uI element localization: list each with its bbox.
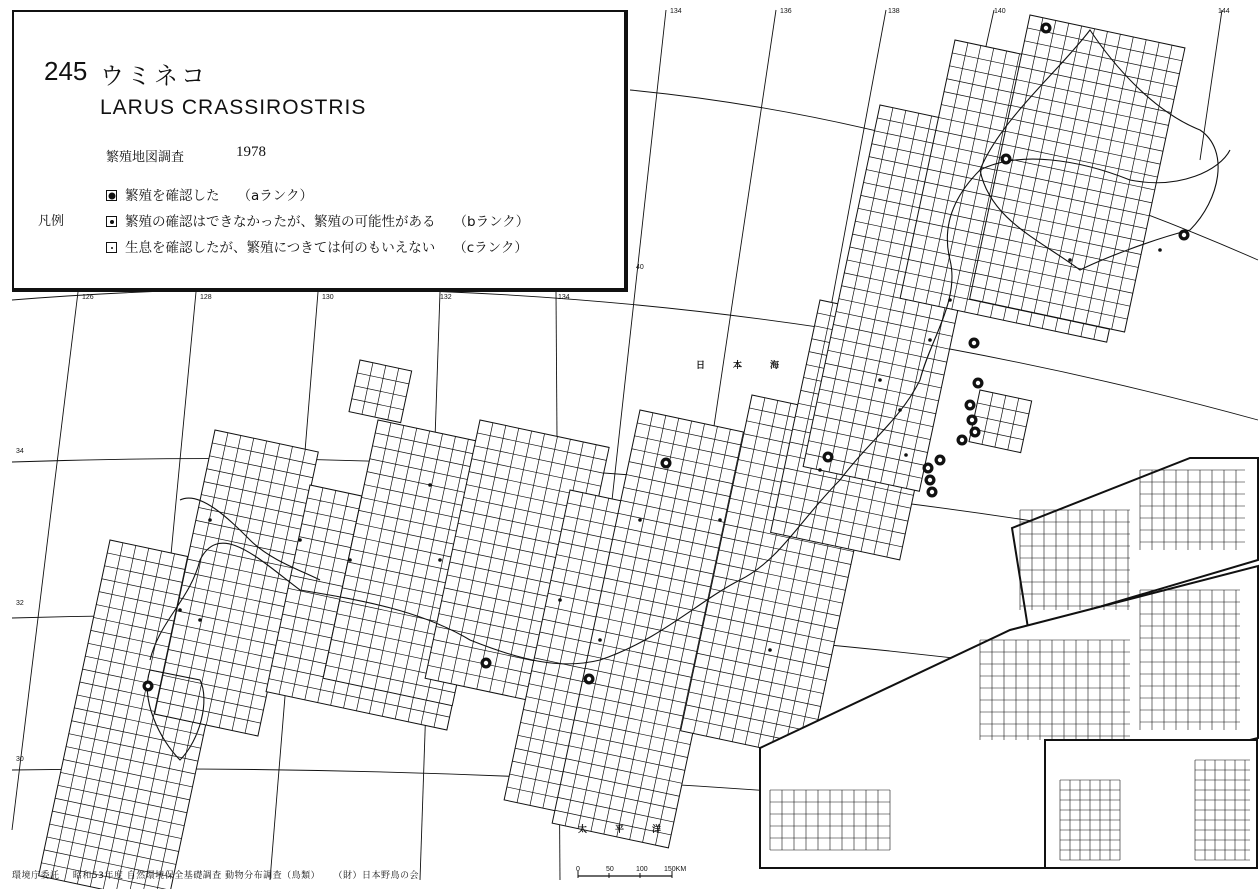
scale-label: 150KM xyxy=(664,866,687,873)
scale-label: 50 xyxy=(606,866,614,873)
observation-dot xyxy=(598,638,602,642)
tiny-dot-in-square-icon xyxy=(106,242,117,253)
observation-dot xyxy=(1068,258,1072,262)
lon-label: 136 xyxy=(780,8,792,15)
footer-project: 昭和53年度 自然環境保全基礎調査 動物分布調査（鳥類） xyxy=(72,871,321,881)
breeding-confirmed-marker-center xyxy=(926,466,930,470)
observation-dot xyxy=(558,598,562,602)
observation-dot xyxy=(948,298,952,302)
grid-block xyxy=(969,390,1032,453)
observation-dot xyxy=(904,453,908,457)
breeding-confirmed-marker-center xyxy=(968,403,972,407)
filled-dot-in-square-icon xyxy=(106,190,117,201)
observation-dot xyxy=(1158,248,1162,252)
breeding-confirmed-marker-center xyxy=(930,490,934,494)
observation-dot xyxy=(298,538,302,542)
lon-label: 138 xyxy=(888,8,900,15)
observation-dot xyxy=(878,378,882,382)
scale-label: 0 xyxy=(576,866,580,873)
legend-title: 凡例 xyxy=(38,214,65,229)
breeding-confirmed-marker-center xyxy=(1044,26,1048,30)
lat-label: 40 xyxy=(636,264,644,271)
sea-label-pacific: 太平洋 xyxy=(578,825,690,835)
lon-label: 132 xyxy=(440,294,452,301)
observation-dot xyxy=(718,518,722,522)
breeding-confirmed-marker-center xyxy=(587,677,591,681)
observation-dot xyxy=(438,558,442,562)
species-name-scientific: LARUS CRASSIROSTRIS xyxy=(100,96,367,119)
survey-year: 1978 xyxy=(236,144,266,160)
breeding-confirmed-marker-center xyxy=(664,461,668,465)
breeding-confirmed-marker-center xyxy=(938,458,942,462)
meridian-line xyxy=(1200,10,1222,160)
observation-dot xyxy=(178,608,182,612)
breeding-confirmed-marker-center xyxy=(826,455,830,459)
breeding-confirmed-marker-center xyxy=(1004,157,1008,161)
breeding-confirmed-marker-center xyxy=(973,430,977,434)
breeding-confirmed-marker-center xyxy=(970,418,974,422)
breeding-confirmed-marker-center xyxy=(976,381,980,385)
observation-dot xyxy=(348,558,352,562)
scale-label: 100 xyxy=(636,866,648,873)
lon-label: 126 xyxy=(82,294,94,301)
legend-box xyxy=(12,10,628,292)
observation-dot xyxy=(428,483,432,487)
legend-item-a: 繁殖を確認した （aランク） xyxy=(106,184,313,204)
footer-credits xyxy=(12,868,429,881)
footer-org: （財）日本野鳥の会 xyxy=(333,871,419,881)
lon-label: 130 xyxy=(322,294,334,301)
lat-label: 34 xyxy=(16,448,24,455)
lon-label: 128 xyxy=(200,294,212,301)
species-name-japanese: ウミネコ xyxy=(100,62,208,90)
observation-dot xyxy=(928,338,932,342)
sea-label-japan-sea: 日本海 xyxy=(696,361,808,371)
breeding-confirmed-marker-center xyxy=(960,438,964,442)
grid-block xyxy=(349,360,412,423)
breeding-confirmed-marker-center xyxy=(1182,233,1186,237)
footer-commission: 環境庁委託 xyxy=(12,871,60,881)
small-dot-in-square-icon xyxy=(106,216,117,227)
legend-item-b: 繁殖の確認はできなかったが、繁殖の可能性がある （bランク） xyxy=(106,210,529,230)
observation-dot xyxy=(818,468,822,472)
observation-dot xyxy=(208,518,212,522)
observation-dot xyxy=(898,408,902,412)
breeding-confirmed-marker-center xyxy=(928,478,932,482)
breeding-confirmed-marker-center xyxy=(484,661,488,665)
observation-dot xyxy=(768,648,772,652)
lon-label: 140 xyxy=(994,8,1006,15)
lon-label: 134 xyxy=(558,294,570,301)
observation-dot xyxy=(638,518,642,522)
lat-label: 32 xyxy=(16,600,24,607)
lat-label: 30 xyxy=(16,756,24,763)
observation-dot xyxy=(198,618,202,622)
legend-item-c: 生息を確認したが、繁殖につきては何のもいえない （cランク） xyxy=(106,236,528,256)
lon-label: 144 xyxy=(1218,8,1230,15)
lon-label: 134 xyxy=(670,8,682,15)
species-number: 245 xyxy=(44,56,88,86)
survey-label: 繁殖地図調査 xyxy=(106,150,185,165)
breeding-confirmed-marker-center xyxy=(146,684,150,688)
breeding-confirmed-marker-center xyxy=(972,341,976,345)
